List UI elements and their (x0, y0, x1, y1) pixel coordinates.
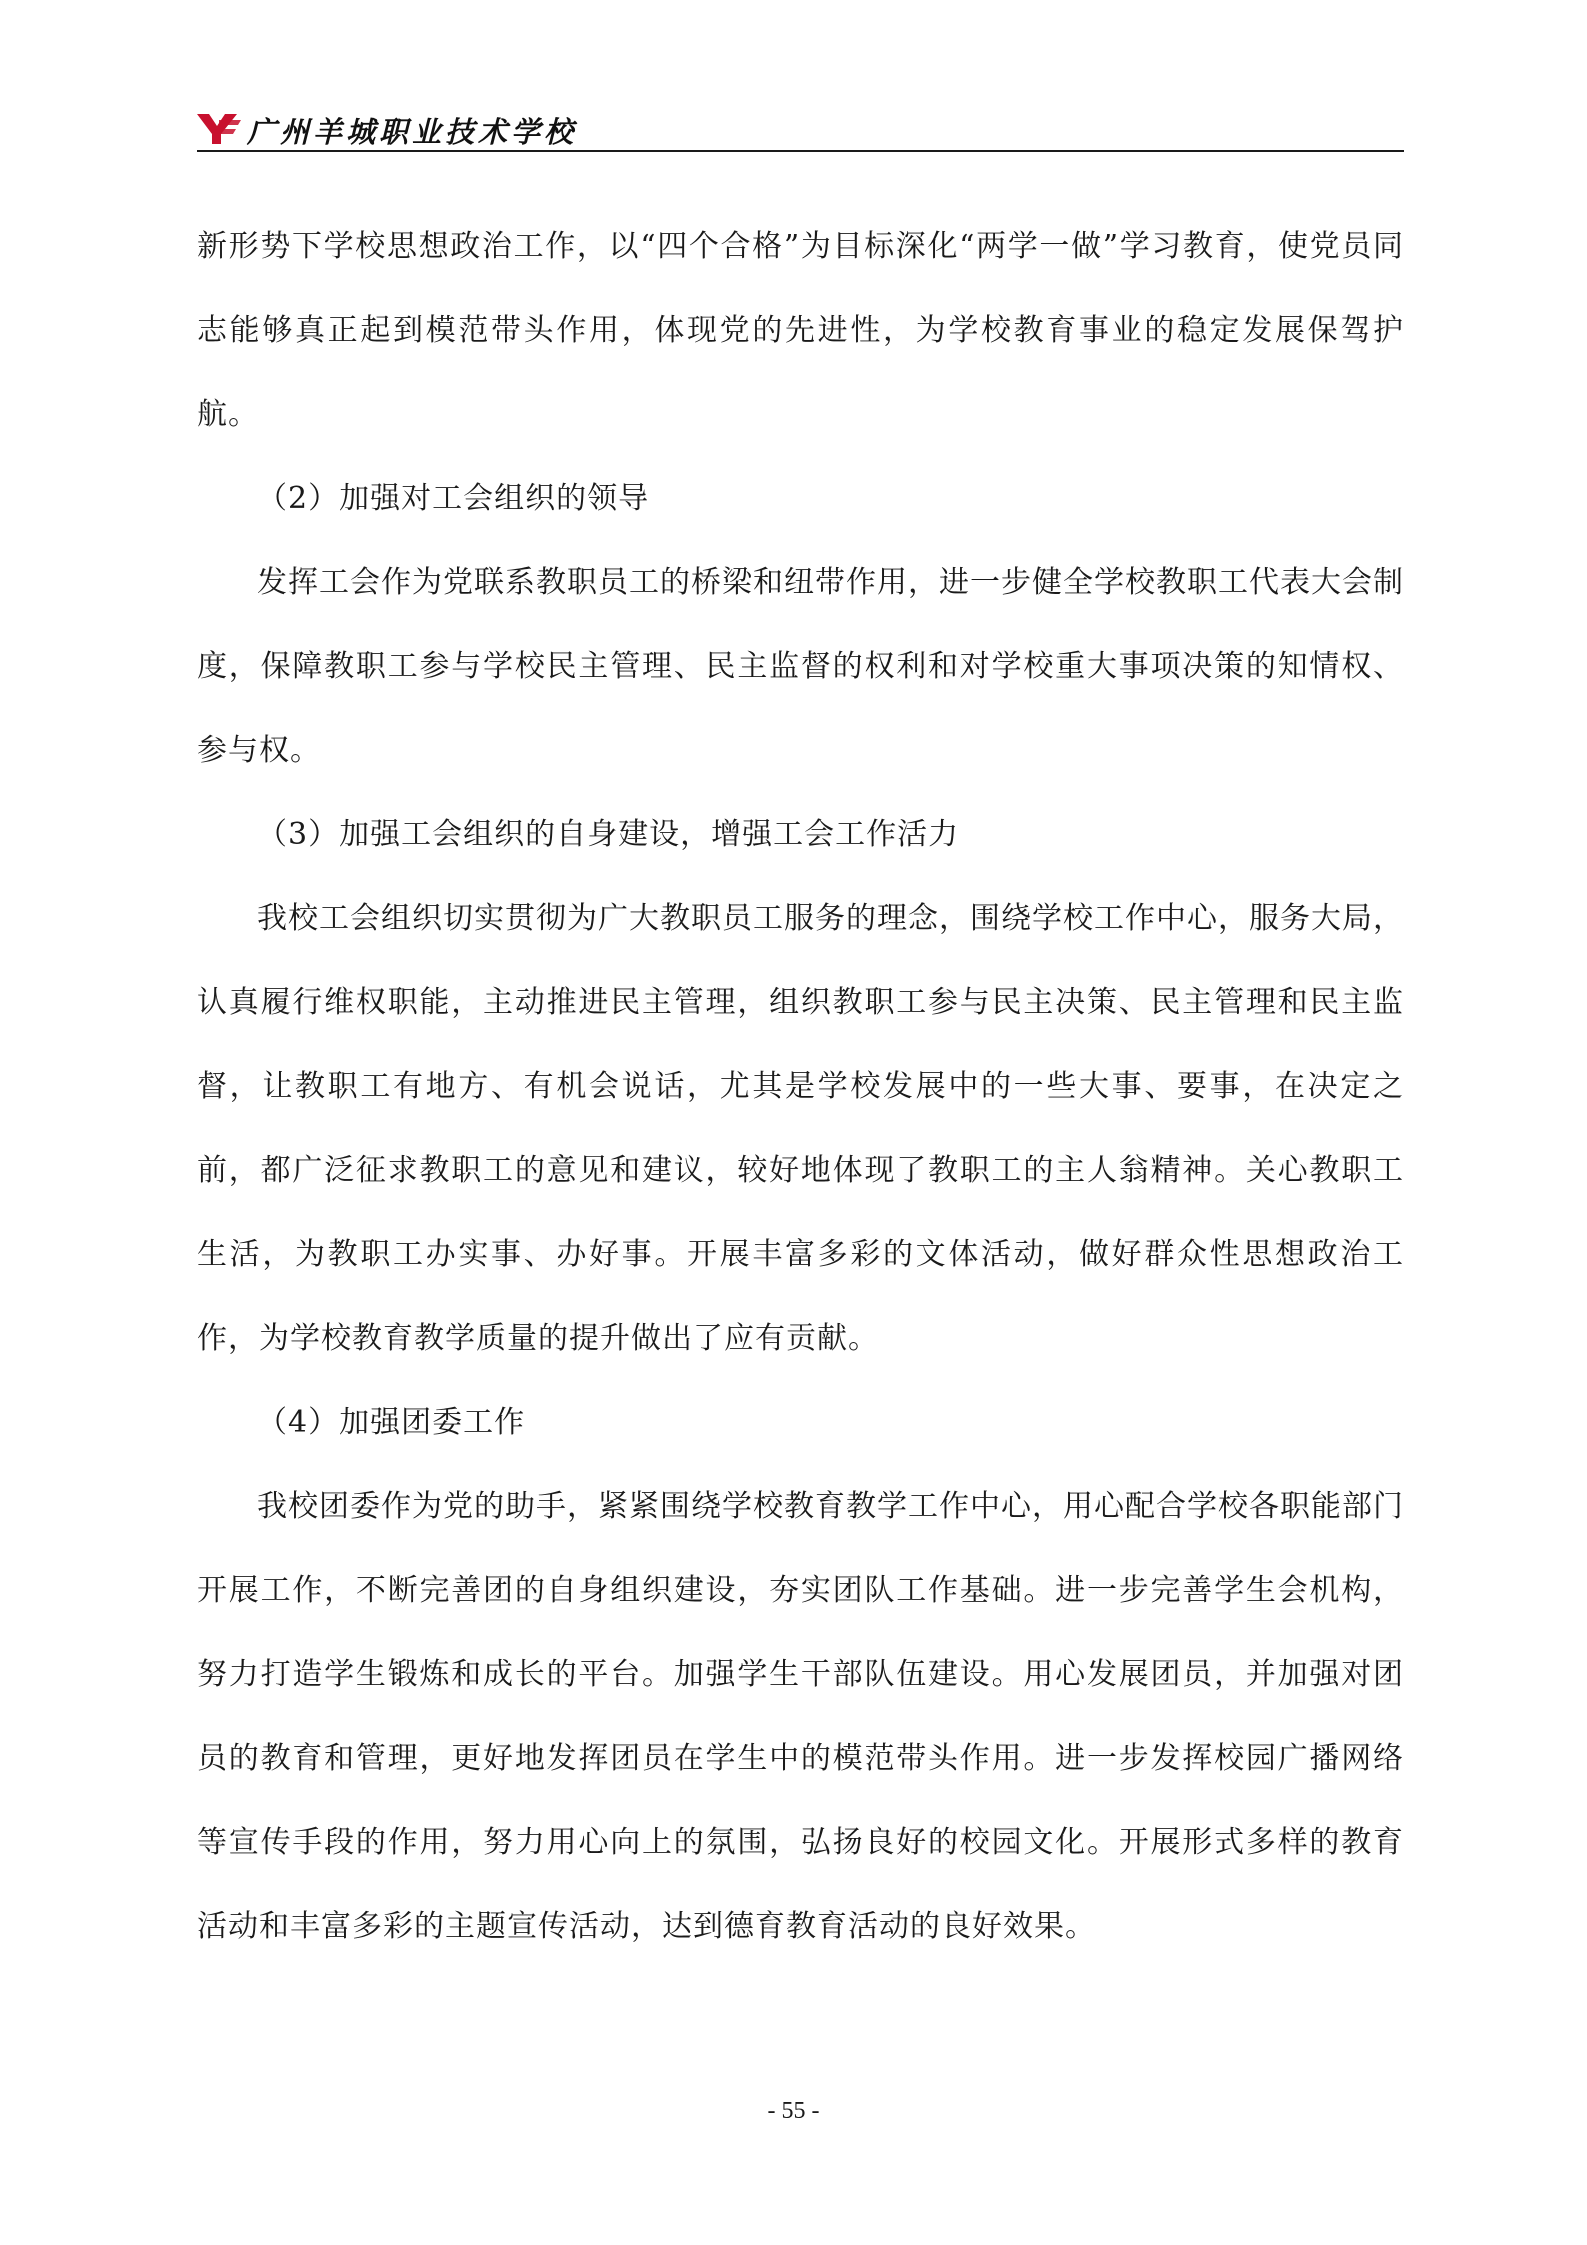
body-paragraph: 我校团委作为党的助手，紧紧围绕学校教育教学工作中心，用心配合学校各职能部门开展工作，不断完善团的自身组织建设，夯实团队工作基础。进一步完善学生会机构，努力打造学生锻炼和成长的平台。加强学生干部队伍建设。用心发展团员，并加强对团员的教育和管理，更好地发挥团员在学生中的模范带头作用。进一步发挥校园广播网络等宣传手段的作用，努力用心向上的氛围，弘扬良好的校园文化。开展形式多样的教育活动和丰富多彩的主题宣传活动，达到德育教育活动的良好效果。 (197, 1489, 1404, 1944)
body-paragraph: 新形势下学校思想政治工作，以“四个合格”为目标深化“两学一做”学习教育，使党员同志能够真正起到模范带头作用，体现党的先进性，为学校教育事业的稳定发展保驾护航。 (197, 229, 1404, 432)
yc-logo-icon (197, 112, 241, 146)
body-text (197, 205, 1404, 1969)
page-number: - 55 - (767, 2098, 820, 2124)
section-subheading: （2）加强对工会组织的领导 (257, 481, 650, 516)
header-rule (197, 150, 1404, 152)
section-subheading: （4）加强团委工作 (257, 1405, 526, 1440)
section-subheading: （3）加强工会组织的自身建设，增强工会工作活力 (257, 817, 960, 852)
page-header (197, 108, 1404, 152)
school-name: 广州羊城职业技术学校 (247, 115, 578, 149)
body-paragraph: 发挥工会作为党联系教职员工的桥梁和纽带作用，进一步健全学校教职工代表大会制度，保障教职工参与学校民主管理、民主监督的权利和对学校重大事项决策的知情权、参与权。 (197, 565, 1404, 768)
body-paragraph: 我校工会组织切实贯彻为广大教职员工服务的理念，围绕学校工作中心，服务大局，认真履行维权职能，主动推进民主管理，组织教职工参与民主决策、民主管理和民主监督，让教职工有地方、有机会说话，尤其是学校发展中的一些大事、要事，在决定之前，都广泛征求教职工的意见和建议，较好地体现了教职工的主人翁精神。关心教职工生活，为教职工办实事、办好事。开展丰富多彩的文体活动，做好群众性思想政治工作，为学校教育教学质量的提升做出了应有贡献。 (197, 901, 1404, 1356)
